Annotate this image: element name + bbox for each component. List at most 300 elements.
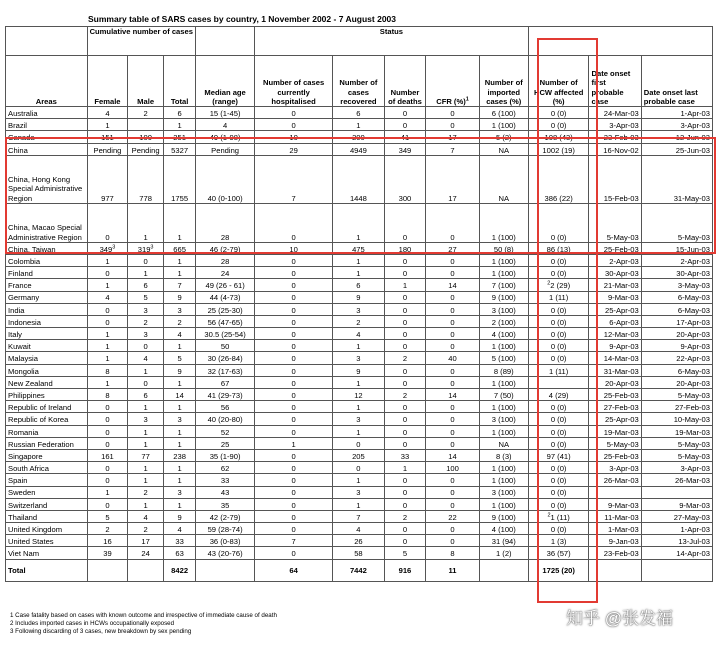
cell-hospitalised: 0 (254, 279, 332, 291)
cell-cfr: 0 (426, 474, 479, 486)
cell-age: 67 (196, 376, 255, 388)
total-recov: 7442 (333, 559, 384, 581)
cell-deaths: 2 (384, 389, 426, 401)
cell-total: 1 (163, 340, 195, 352)
cell-hcw: 0 (0) (528, 340, 589, 352)
cell-cfr: 0 (426, 303, 479, 315)
cell-hospitalised: 0 (254, 315, 332, 327)
cell-female: 39 (87, 547, 128, 559)
cell-hcw: 0 (0) (528, 523, 589, 535)
cell-female: 1 (87, 328, 128, 340)
cell-female: 4 (87, 107, 128, 119)
cell-female: 0 (87, 401, 128, 413)
cell-cfr: 0 (426, 437, 479, 449)
cell-date-last: 6-May-03 (641, 364, 712, 376)
cell-hospitalised: 0 (254, 328, 332, 340)
cell-date-last: 3-May-03 (641, 279, 712, 291)
cell-hcw: $^2$2 (29) (528, 279, 589, 291)
cell-male: 3 (128, 303, 164, 315)
cell-deaths: 0 (384, 291, 426, 303)
cell-hcw: 36 (57) (528, 547, 589, 559)
header-blank (6, 27, 88, 56)
total-empty (589, 559, 641, 581)
cell-area: Philippines (6, 389, 88, 401)
cell-date-last: 1-Apr-03 (641, 107, 712, 119)
cell-female: 1 (87, 119, 128, 131)
cell-area: United States (6, 535, 88, 547)
table-row (6, 486, 713, 498)
header-blank-2 (196, 27, 255, 56)
cell-hcw: 0 (0) (528, 315, 589, 327)
cell-total: 63 (163, 547, 195, 559)
cell-date-last: 6-May-03 (641, 303, 712, 315)
cell-imported: 8 (3) (479, 449, 528, 461)
cell-recovered: 0 (333, 437, 384, 449)
cell-hospitalised: 0 (254, 462, 332, 474)
cell-hcw: 108 (43) (528, 131, 589, 143)
table-row (6, 291, 713, 303)
cell-male: 1 (128, 203, 164, 242)
cell-date-last: 27-May-03 (641, 510, 712, 522)
cell-age: 4 (196, 119, 255, 131)
cell-recovered: 1 (333, 203, 384, 242)
table-row (6, 119, 713, 131)
cell-area: Thailand (6, 510, 88, 522)
cell-date-first: 25-Feb-03 (589, 242, 641, 254)
cell-hospitalised: 0 (254, 547, 332, 559)
cell-age: 59 (28-74) (196, 523, 255, 535)
cell-imported: 5 (100) (479, 352, 528, 364)
table-row (6, 547, 713, 559)
table-row (6, 535, 713, 547)
cell-male: 3 (128, 328, 164, 340)
cell-hospitalised: 0 (254, 389, 332, 401)
header-imported: Number of imported cases (%) (479, 56, 528, 107)
cell-hcw: 1 (11) (528, 291, 589, 303)
cell-date-last: 6-May-03 (641, 291, 712, 303)
cell-female: $349^3$ (87, 242, 128, 254)
footnote-2: 2 Includes imported cases in HCWs occupationally exposed (10, 620, 175, 627)
cell-age: Pending (196, 143, 255, 155)
cell-total: 3 (163, 486, 195, 498)
cell-hospitalised: 0 (254, 523, 332, 535)
cell-cfr: 17 (426, 131, 479, 143)
cell-area: Finland (6, 267, 88, 279)
table-row (6, 242, 713, 254)
table-row (6, 328, 713, 340)
cell-total: 1 (163, 203, 195, 242)
cell-date-last: 9-Mar-03 (641, 498, 712, 510)
cell-date-last: 13-Jul-03 (641, 535, 712, 547)
footnote-1: 1 Case fatality based on cases with known outcome and irrespective of immediate cause of death (10, 612, 277, 619)
cell-area: South Africa (6, 462, 88, 474)
cell-hcw: 386 (22) (528, 155, 589, 203)
table-title: Summary table of SARS cases by country, 1 November 2002 - 7 August 2003 (88, 14, 397, 24)
cell-recovered: 3 (333, 352, 384, 364)
cell-date-first: 23-Feb-03 (589, 131, 641, 143)
cell-imported: 7 (50) (479, 389, 528, 401)
cell-recovered: 1 (333, 474, 384, 486)
cell-imported: 31 (94) (479, 535, 528, 547)
table-row (6, 279, 713, 291)
cell-area: Malaysia (6, 352, 88, 364)
cell-cfr: 0 (426, 340, 479, 352)
cell-deaths: 5 (384, 547, 426, 559)
footnotes (10, 612, 277, 636)
cell-date-first: 2-Apr-03 (589, 254, 641, 266)
cell-age: 28 (196, 203, 255, 242)
cell-hcw: 0 (0) (528, 352, 589, 364)
cell-date-last: 31-May-03 (641, 155, 712, 203)
cell-age: 50 (196, 340, 255, 352)
cell-recovered: 205 (333, 449, 384, 461)
table-row (6, 254, 713, 266)
cell-deaths: 1 (384, 279, 426, 291)
cell-hospitalised: 10 (254, 242, 332, 254)
cell-male: 778 (128, 155, 164, 203)
table-row (6, 107, 713, 119)
table-row (6, 131, 713, 143)
cell-imported: NA (479, 437, 528, 449)
cell-age: 25 (25-30) (196, 303, 255, 315)
cell-deaths: 0 (384, 328, 426, 340)
cell-female: 0 (87, 413, 128, 425)
cell-recovered: 1 (333, 498, 384, 510)
cell-male: 5 (128, 291, 164, 303)
cell-age: 46 (2-79) (196, 242, 255, 254)
cell-imported: 4 (100) (479, 328, 528, 340)
cell-cfr: 27 (426, 242, 479, 254)
cell-male (128, 119, 164, 131)
cell-female: 0 (87, 315, 128, 327)
footnote-3: 3 Following discarding of 3 cases, new breakdown by sex pending (10, 628, 192, 635)
cell-recovered: 1 (333, 376, 384, 388)
cell-recovered: 58 (333, 547, 384, 559)
cell-recovered: 7 (333, 510, 384, 522)
cell-cfr: 0 (426, 535, 479, 547)
cell-age: 56 (196, 401, 255, 413)
cell-female: 0 (87, 462, 128, 474)
cell-recovered: 1448 (333, 155, 384, 203)
cell-date-first: 16-Nov-02 (589, 143, 641, 155)
cell-hcw: 1 (3) (528, 535, 589, 547)
cell-recovered: 1 (333, 401, 384, 413)
cell-male: 4 (128, 510, 164, 522)
cell-hospitalised: 0 (254, 413, 332, 425)
cell-date-first: 25-Feb-03 (589, 389, 641, 401)
cell-area: Australia (6, 107, 88, 119)
header-deaths: Number of deaths (384, 56, 426, 107)
cell-date-first (589, 486, 641, 498)
cell-area: New Zealand (6, 376, 88, 388)
total-empty (196, 559, 255, 581)
cell-date-first: 31-Mar-03 (589, 364, 641, 376)
cell-imported: 3 (100) (479, 486, 528, 498)
cell-deaths: 33 (384, 449, 426, 461)
cell-date-first: 19-Mar-03 (589, 425, 641, 437)
cell-male: 0 (128, 376, 164, 388)
cell-age: 40 (0-100) (196, 155, 255, 203)
cell-hospitalised: 29 (254, 143, 332, 155)
header-blank-3 (528, 27, 712, 56)
cell-male: 1 (128, 474, 164, 486)
cell-female: 0 (87, 203, 128, 242)
header-date-first: Date onset first probable case (589, 56, 641, 107)
cell-hcw: 0 (0) (528, 328, 589, 340)
cell-male: 24 (128, 547, 164, 559)
cell-deaths: 0 (384, 523, 426, 535)
cell-recovered: 9 (333, 364, 384, 376)
cell-age: 35 (196, 498, 255, 510)
cell-cfr: 0 (426, 364, 479, 376)
cell-imported: 50 (8) (479, 242, 528, 254)
cell-date-first: 23-Feb-03 (589, 547, 641, 559)
cell-age: 36 (0-83) (196, 535, 255, 547)
table-row (6, 413, 713, 425)
cell-area: Italy (6, 328, 88, 340)
cell-recovered: 3 (333, 486, 384, 498)
header-total: Total (163, 56, 195, 107)
cell-hospitalised: 0 (254, 364, 332, 376)
cell-deaths: 41 (384, 131, 426, 143)
total-deaths: 916 (384, 559, 426, 581)
cell-total: 5327 (163, 143, 195, 155)
cell-female: 1 (87, 352, 128, 364)
cell-total: 9 (163, 364, 195, 376)
cell-female: 1 (87, 340, 128, 352)
cell-imported: 9 (100) (479, 291, 528, 303)
header-median-age: Median age (range) (196, 56, 255, 107)
cell-age: 49 (26 - 61) (196, 279, 255, 291)
cell-hcw: 0 (0) (528, 413, 589, 425)
cell-male: 6 (128, 279, 164, 291)
cell-deaths: 0 (384, 474, 426, 486)
cell-recovered: 4949 (333, 143, 384, 155)
table-row (6, 267, 713, 279)
cell-age: 41 (29-73) (196, 389, 255, 401)
cell-cfr: 0 (426, 376, 479, 388)
cell-date-last: 2-Apr-03 (641, 254, 712, 266)
cell-age: 49 (1-98) (196, 131, 255, 143)
cell-date-last: 10-May-03 (641, 413, 712, 425)
cell-imported: 1 (100) (479, 340, 528, 352)
cell-hcw: 0 (0) (528, 498, 589, 510)
cell-deaths: 0 (384, 315, 426, 327)
cell-total: 1 (163, 474, 195, 486)
cell-deaths: 0 (384, 203, 426, 242)
cell-date-first: 11-Mar-03 (589, 510, 641, 522)
cell-date-last: 20-Apr-03 (641, 328, 712, 340)
cell-recovered: 3 (333, 303, 384, 315)
header-cumulative: Cumulative number of cases (87, 27, 196, 56)
cell-age: 15 (1-45) (196, 107, 255, 119)
cell-hospitalised: 0 (254, 119, 332, 131)
cell-area: India (6, 303, 88, 315)
cell-imported: NA (479, 143, 528, 155)
total-label: Total (6, 559, 88, 581)
cell-area: France (6, 279, 88, 291)
cell-imported: NA (479, 155, 528, 203)
cell-date-last: 1-Apr-03 (641, 523, 712, 535)
cell-cfr: 0 (426, 523, 479, 535)
total-total: 8422 (163, 559, 195, 581)
cell-age: 52 (196, 425, 255, 437)
cell-female: 8 (87, 364, 128, 376)
cell-imported: 4 (100) (479, 523, 528, 535)
cell-date-first: 15-Feb-03 (589, 155, 641, 203)
cell-date-last: 30-Apr-03 (641, 267, 712, 279)
cell-female: 0 (87, 474, 128, 486)
header-status: Status (254, 27, 528, 56)
cell-area: Singapore (6, 449, 88, 461)
cell-area: Republic of Ireland (6, 401, 88, 413)
cell-imported: 1 (100) (479, 376, 528, 388)
cell-cfr: 0 (426, 401, 479, 413)
cell-hcw: 0 (0) (528, 437, 589, 449)
cell-total: 665 (163, 242, 195, 254)
cell-date-last (641, 486, 712, 498)
table-row (6, 510, 713, 522)
cell-date-last: 17-Apr-03 (641, 315, 712, 327)
cell-total: 33 (163, 535, 195, 547)
cell-deaths: 0 (384, 376, 426, 388)
cell-recovered: 2 (333, 315, 384, 327)
cell-hcw: 86 (13) (528, 242, 589, 254)
cell-hospitalised: 0 (254, 352, 332, 364)
table-row (6, 315, 713, 327)
cell-date-first: 24-Mar-03 (589, 107, 641, 119)
cell-recovered: 12 (333, 389, 384, 401)
cell-male: 0 (128, 254, 164, 266)
cell-recovered: 1 (333, 425, 384, 437)
cell-area: China, Macao Special Administrative Region (6, 203, 88, 242)
cell-deaths: 300 (384, 155, 426, 203)
cell-area: Sweden (6, 486, 88, 498)
cell-imported: 1 (100) (479, 401, 528, 413)
cell-cfr: 40 (426, 352, 479, 364)
table-row (6, 155, 713, 203)
cell-hcw: 97 (41) (528, 449, 589, 461)
cell-total: 1 (163, 462, 195, 474)
watermark: 知乎 @张发福 (566, 609, 673, 628)
cell-date-last: 9-Apr-03 (641, 340, 712, 352)
cell-male: $319^3$ (128, 242, 164, 254)
header-female: Female (87, 56, 128, 107)
cell-date-last: 25-Jun-03 (641, 143, 712, 155)
cell-cfr: 8 (426, 547, 479, 559)
cell-area: Brazil (6, 119, 88, 131)
table-row (6, 303, 713, 315)
cell-female: 151 (87, 131, 128, 143)
cell-area: Indonesia (6, 315, 88, 327)
total-empty (87, 559, 128, 581)
cell-date-first: 5-May-03 (589, 437, 641, 449)
cell-cfr: 0 (426, 119, 479, 131)
cell-deaths: 0 (384, 437, 426, 449)
cell-date-first: 27-Feb-03 (589, 401, 641, 413)
cell-female: 1 (87, 376, 128, 388)
cell-recovered: 6 (333, 279, 384, 291)
table-row (6, 437, 713, 449)
cell-hospitalised: 0 (254, 107, 332, 119)
cell-cfr: 0 (426, 203, 479, 242)
cell-hospitalised: 0 (254, 510, 332, 522)
cell-imported: 1 (100) (479, 474, 528, 486)
header-date-last: Date onset last probable case (641, 56, 712, 107)
table-row (6, 389, 713, 401)
cell-area: Mongolia (6, 364, 88, 376)
cell-date-first: 1-Mar-03 (589, 523, 641, 535)
table-row (6, 523, 713, 535)
cell-total: 9 (163, 291, 195, 303)
cell-total: 7 (163, 279, 195, 291)
cell-age: 44 (4-73) (196, 291, 255, 303)
cell-age: 43 (20-76) (196, 547, 255, 559)
cell-imported: 1 (100) (479, 498, 528, 510)
cell-cfr: 7 (426, 143, 479, 155)
cell-deaths: 2 (384, 510, 426, 522)
cell-cfr: 0 (426, 328, 479, 340)
table-row (6, 203, 713, 242)
cell-date-last: 26-Mar-03 (641, 474, 712, 486)
cell-imported: 5 (2) (479, 131, 528, 143)
cell-deaths: 0 (384, 401, 426, 413)
cell-cfr: 14 (426, 279, 479, 291)
cell-recovered: 200 (333, 131, 384, 143)
cell-area: Russian Federation (6, 437, 88, 449)
cell-hcw: 0 (0) (528, 486, 589, 498)
cell-age: 30 (26-84) (196, 352, 255, 364)
cell-deaths: 0 (384, 267, 426, 279)
cell-date-first: 3-Apr-03 (589, 462, 641, 474)
cell-female: 0 (87, 437, 128, 449)
cell-hcw: 0 (0) (528, 254, 589, 266)
cell-total: 1 (163, 376, 195, 388)
cell-female: 1 (87, 486, 128, 498)
cell-male: 1 (128, 401, 164, 413)
table-row (6, 498, 713, 510)
cell-recovered: 1 (333, 267, 384, 279)
cell-date-first: 6-Apr-03 (589, 315, 641, 327)
cell-date-first: 5-May-03 (589, 203, 641, 242)
total-cfr: 11 (426, 559, 479, 581)
cell-hospitalised: 0 (254, 254, 332, 266)
cell-cfr: 0 (426, 107, 479, 119)
cell-deaths: 180 (384, 242, 426, 254)
cell-age: 30.5 (25-54) (196, 328, 255, 340)
table-row (6, 449, 713, 461)
header-areas: Areas (6, 56, 88, 107)
cell-date-first: 21-Mar-03 (589, 279, 641, 291)
cell-deaths: 0 (384, 303, 426, 315)
cell-hcw: 0 (0) (528, 267, 589, 279)
cell-hcw: 0 (0) (528, 303, 589, 315)
cell-date-first: 3-Apr-03 (589, 119, 641, 131)
total-empty (641, 559, 712, 581)
cell-date-last: 5-May-03 (641, 437, 712, 449)
header-hospitalised: Number of cases currently hospitalised (254, 56, 332, 107)
cell-imported: 1 (100) (479, 119, 528, 131)
table-row (6, 352, 713, 364)
cell-date-first: 20-Apr-03 (589, 376, 641, 388)
total-empty (128, 559, 164, 581)
cell-hospitalised: 7 (254, 535, 332, 547)
cell-hcw: 0 (0) (528, 119, 589, 131)
cell-male: 1 (128, 462, 164, 474)
cell-deaths: 0 (384, 107, 426, 119)
cell-deaths: 349 (384, 143, 426, 155)
cell-deaths: 0 (384, 498, 426, 510)
